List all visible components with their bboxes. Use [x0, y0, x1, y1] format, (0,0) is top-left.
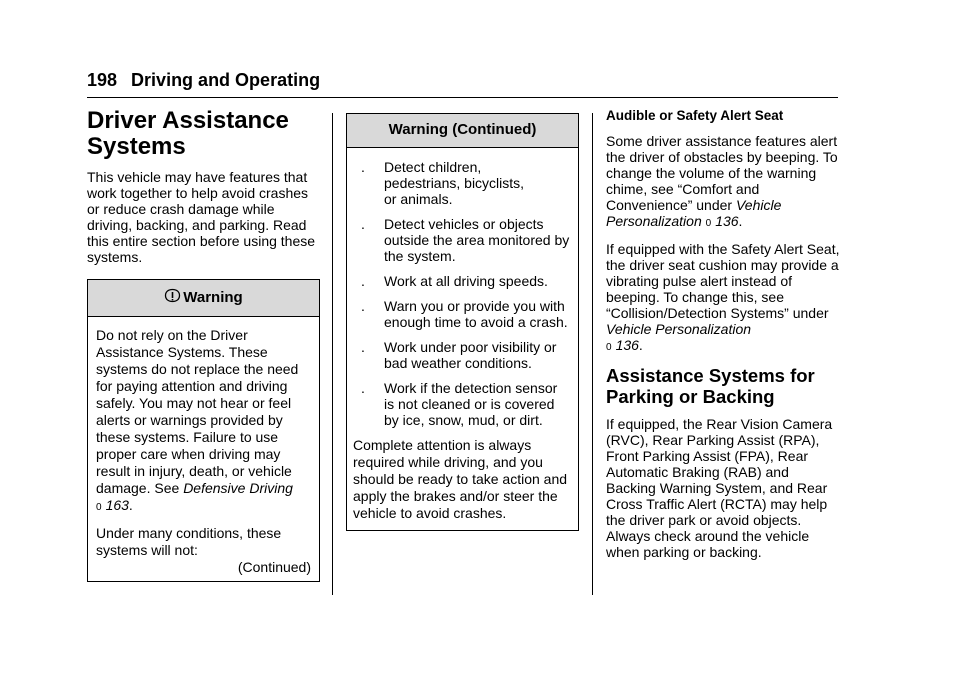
paragraph-parking-systems: If equipped, the Rear Vision Camera (RVC), Rear Parking Assist (RPA), Front Parking Assist (FPA), Rear Automatic Braking (RAB) and Backing Warning System, and Rear Cross Traffic Alert (RCTA) may help the driver park or avoid objects. Always check around the vehicle when parking or backing.	[606, 416, 833, 560]
warning-box	[87, 279, 320, 582]
page-number: 198	[87, 70, 118, 90]
section-title: Driving and Operating	[131, 70, 321, 90]
warning-icon	[164, 288, 181, 308]
ref-defensive-driving[interactable]: Defensive Driving	[183, 480, 293, 496]
list-item: . Work if the detection sensor is not cleaned or is covered by ice, snow, mud, or dirt.	[361, 380, 558, 428]
section-heading-parking: Assistance Systems for Parking or Backing	[606, 365, 815, 407]
column-divider-right	[592, 113, 593, 595]
warning-bullet-list	[353, 159, 570, 428]
page-ref-136-2[interactable]: 136	[615, 337, 639, 353]
list-item: . Work under poor visibility or bad weather conditions.	[361, 339, 557, 371]
list-item: . Warn you or provide you with enough time to avoid a crash.	[361, 298, 568, 330]
paragraph-safety-alert-seat: If equipped with the Safety Alert Seat, the driver seat cushion may provide a vibrating pulse alert instead of beeping. To change this, see “Collision/Detection Systems” under Vehicle Personalization 0 136.	[606, 241, 840, 353]
warning-text: Do not rely on the Driver Assistance Systems. These systems do not replace the need for paying attention and driving safely. You may not hear or feel alerts or warnings provided by these systems. Failure to use proper care when driving may result in injury, death, or vehicle damage. See Defensive Driving 0 163.	[96, 327, 299, 513]
subheading-alert-seat: Audible or Safety Alert Seat	[606, 108, 784, 123]
warning-continued-header: Warning (Continued)	[347, 114, 578, 148]
column-1	[87, 108, 320, 582]
ref-vehicle-personalization[interactable]: Vehicle Personalization	[606, 197, 782, 229]
list-item: . Detect children, pedestrians, bicyclists, or animals.	[361, 159, 525, 207]
page-header	[87, 70, 320, 91]
column-2	[346, 113, 579, 531]
warning-body	[88, 317, 319, 581]
warning-continued-box	[346, 113, 579, 531]
continued-label: (Continued)	[237, 559, 311, 575]
warning-header	[88, 280, 319, 317]
list-item: . Detect vehicles or objects outside the area monitored by the system.	[361, 216, 570, 264]
paragraph-alert-volume: Some driver assistance features alert the driver of obstacles by beeping. To change the volume of the warning chime, see “Comfort and Convenience” under Vehicle Personalization 0 136.	[606, 133, 838, 229]
page-ref-arrow-icon: 0	[606, 342, 612, 353]
header-rule	[87, 97, 838, 98]
ref-vehicle-personalization-2[interactable]: Vehicle Personalization	[606, 321, 752, 337]
warning-title: Warning	[183, 289, 243, 306]
page-ref-arrow-icon: 0	[96, 502, 102, 513]
list-item: . Work at all driving speeds.	[361, 273, 548, 289]
column-3	[606, 108, 840, 569]
warning-footer-text: Complete attention is always required while driving, and you should be ready to take action and apply the brakes and/or steer the vehicle to avoid crashes.	[353, 437, 568, 521]
warning-text-2: Under many conditions, these systems will not:	[96, 525, 282, 558]
page-ref-arrow-icon: 0	[705, 218, 712, 229]
page-title: Driver Assistance Systems	[87, 107, 289, 160]
intro-paragraph: This vehicle may have features that work together to help avoid crashes or reduce crash damage while driving, backing, and parking. Read this entire section before using these systems.	[87, 169, 316, 265]
column-divider-left	[332, 113, 333, 595]
page-ref-163[interactable]: 163	[105, 497, 129, 513]
warning-continued-body	[347, 148, 578, 530]
page-ref-136[interactable]: 136	[715, 213, 739, 229]
